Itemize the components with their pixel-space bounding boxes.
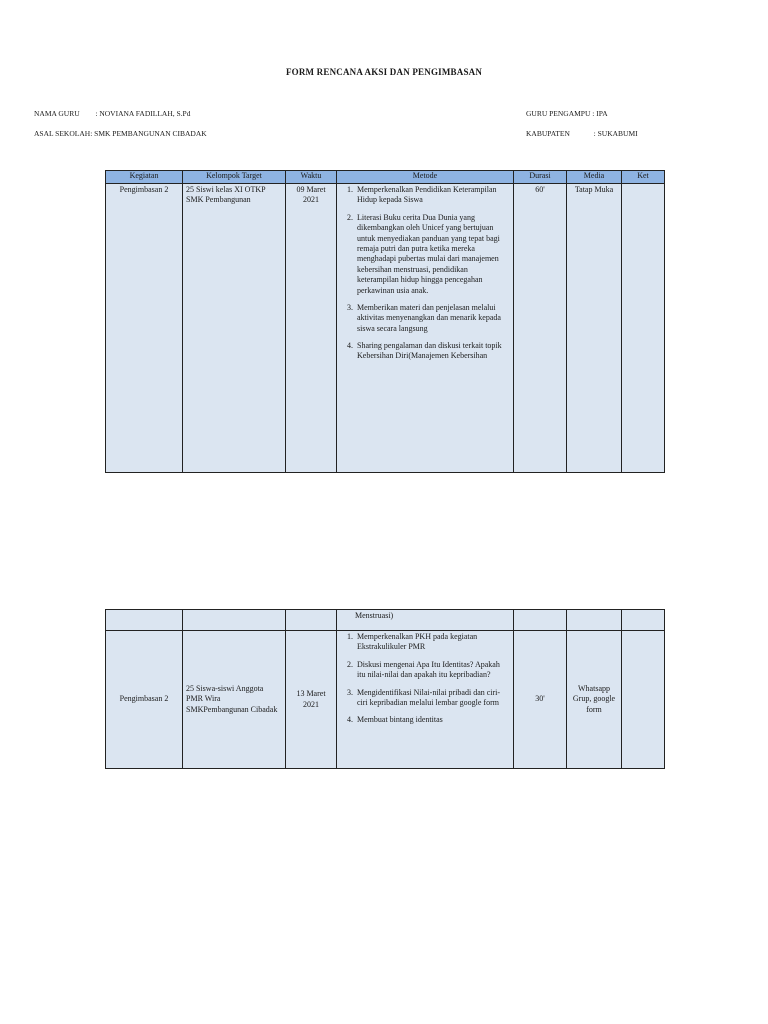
metode-cell xyxy=(337,631,514,769)
list-item: 4. Sharing pengalaman dan diskusi terkait topik Kebersihan Diri(Manajemen Kebersihan xyxy=(355,341,510,362)
metode-cell xyxy=(337,184,514,473)
waktu-cell: 13 Maret 2021 xyxy=(286,631,337,769)
media-cell: Whatsapp Grup, google form xyxy=(567,631,622,769)
nama-guru-row xyxy=(34,109,190,118)
table-header-row xyxy=(106,171,665,184)
list-item: 1. Memperkenalkan Pendidikan Keterampilan Hidup kepada Siswa xyxy=(355,185,510,206)
target-cell: 25 Siswa-siswi Anggota PMR Wira SMKPembangunan Cibadak xyxy=(183,631,286,769)
waktu-cell: 09 Maret 2021 xyxy=(286,184,337,473)
kabupaten-row xyxy=(526,129,638,138)
nama-guru-value: : NOVIANA FADILLAH, S.Pd xyxy=(95,109,191,118)
kegiatan-cell: Pengimbasan 2 xyxy=(106,631,183,769)
kabupaten-value: : SUKABUMI xyxy=(593,129,638,138)
continuation-text: Menstruasi) xyxy=(355,611,394,620)
guru-pengampu-label: GURU PENGAMPU xyxy=(526,109,591,118)
asal-sekolah-value: : SMK PEMBANGUNAN CIBADAK xyxy=(90,129,207,138)
nama-guru-label: NAMA GURU xyxy=(34,109,80,118)
target-cell: 25 Siswi kelas XI OTKP SMK Pembangunan xyxy=(183,184,286,473)
list-item: 1. Memperkenalkan PKH pada kegiatan Ekstrakulikuler PMR xyxy=(355,632,510,653)
ket-cell xyxy=(622,631,665,769)
continuation-cell xyxy=(337,610,514,631)
list-item: 4. Membuat bintang identitas xyxy=(355,715,510,725)
action-plan-table-1 xyxy=(105,170,665,473)
guru-pengampu-value: : IPA xyxy=(592,109,608,118)
list-item: 2. Literasi Buku cerita Dua Dunia yang dikembangkan oleh Unicef yang bertujuan untuk menyediakan panduan yang tepat bagi remaja putri dan putra ketika mereka menghadapi pubertas mulai dari manajemen kebersihan menstruasi, pendidikan keterampilan hidup hingga pencegahan perkawinan usia anak. xyxy=(355,213,510,296)
list-item: 3. Memberikan materi dan penjelasan melalui aktivitas menyenangkan dan menarik kepada siswa secara langsung xyxy=(355,303,510,334)
form-title: FORM RENCANA AKSI DAN PENGIMBASAN xyxy=(285,67,483,77)
ket-cell xyxy=(622,184,665,473)
action-plan-table-2 xyxy=(105,609,665,769)
kegiatan-cell: Pengimbasan 2 xyxy=(106,184,183,473)
header-kelompok-target: Kelompok Target xyxy=(183,171,286,184)
table-row xyxy=(106,610,665,631)
table-row xyxy=(106,631,665,769)
header-durasi: Durasi xyxy=(514,171,567,184)
header-kegiatan: Kegiatan xyxy=(106,171,183,184)
kabupaten-label: KABUPATEN xyxy=(526,129,570,138)
header-waktu: Waktu xyxy=(286,171,337,184)
guru-pengampu-row xyxy=(526,109,608,118)
media-cell: Tatap Muka xyxy=(567,184,622,473)
header-ket: Ket xyxy=(622,171,665,184)
table-row xyxy=(106,184,665,473)
asal-sekolah-row xyxy=(34,129,207,138)
list-item: 3. Mengidentifikasi Nilai-nilai pribadi dan ciri-ciri kepribadian melalui lembar google form xyxy=(355,688,510,709)
durasi-cell: 30' xyxy=(514,631,567,769)
list-item: 2. Diskusi mengenai Apa Itu Identitas? Apakah itu nilai-nilai dan apakah itu kepribadian? xyxy=(355,660,510,681)
metode-list xyxy=(340,185,510,362)
metode-list xyxy=(340,632,510,726)
header-media: Media xyxy=(567,171,622,184)
header-metode: Metode xyxy=(337,171,514,184)
asal-sekolah-label: ASAL SEKOLAH xyxy=(34,129,91,138)
durasi-cell: 60' xyxy=(514,184,567,473)
